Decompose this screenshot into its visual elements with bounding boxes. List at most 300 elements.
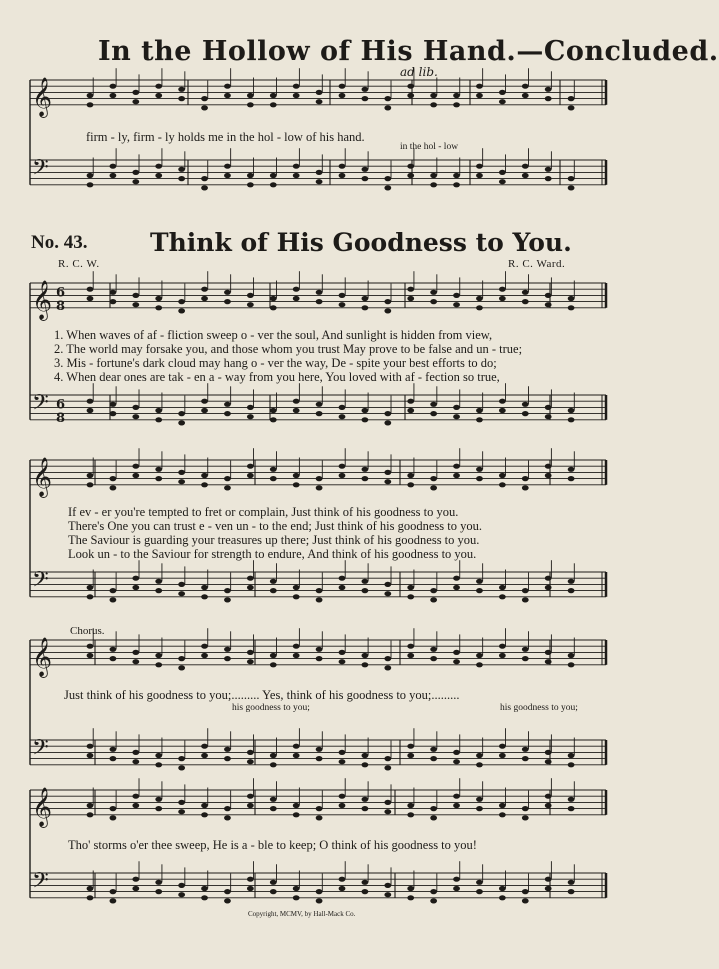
notehead xyxy=(476,417,483,422)
notehead xyxy=(201,96,208,101)
notehead xyxy=(178,176,185,181)
notehead xyxy=(178,470,185,475)
notehead xyxy=(522,806,529,811)
notehead xyxy=(87,753,94,758)
notehead xyxy=(545,886,552,891)
notehead xyxy=(316,898,323,903)
notehead xyxy=(247,759,254,764)
notehead xyxy=(270,880,277,885)
notehead xyxy=(201,594,208,599)
chorus-label: Chorus. xyxy=(70,625,105,637)
notehead xyxy=(476,476,483,481)
notehead xyxy=(87,102,94,107)
notehead xyxy=(545,167,552,172)
notehead xyxy=(384,800,391,805)
notehead xyxy=(499,744,506,749)
notehead xyxy=(522,647,529,652)
notehead xyxy=(568,762,575,767)
notehead xyxy=(453,803,460,808)
notehead xyxy=(293,803,300,808)
notehead xyxy=(270,417,277,422)
notehead xyxy=(224,402,231,407)
notehead xyxy=(316,290,323,295)
notehead xyxy=(430,173,437,178)
notehead xyxy=(270,408,277,413)
notehead xyxy=(87,812,94,817)
notehead xyxy=(132,585,139,590)
notehead xyxy=(362,96,369,101)
notehead xyxy=(362,167,369,172)
notehead xyxy=(201,812,208,817)
notehead xyxy=(522,84,529,89)
notehead xyxy=(293,287,300,292)
notehead xyxy=(499,594,506,599)
notehead xyxy=(339,473,346,478)
notehead xyxy=(499,653,506,658)
notehead xyxy=(87,653,94,658)
notehead xyxy=(155,296,162,301)
notehead xyxy=(407,399,414,404)
notehead xyxy=(132,293,139,298)
notehead xyxy=(132,170,139,175)
notehead xyxy=(568,806,575,811)
notehead xyxy=(270,762,277,767)
notehead xyxy=(407,812,414,817)
notehead xyxy=(499,90,506,95)
treble-clef: 𝄞 xyxy=(32,279,53,320)
notehead xyxy=(430,815,437,820)
notehead xyxy=(110,656,117,661)
notehead xyxy=(339,173,346,178)
notehead xyxy=(362,408,369,413)
notehead xyxy=(453,877,460,882)
treble-clef: 𝄞 xyxy=(32,456,53,497)
notehead xyxy=(476,880,483,885)
notehead xyxy=(453,93,460,98)
treble-clef: 𝄞 xyxy=(32,786,53,827)
notehead xyxy=(110,173,117,178)
notehead xyxy=(132,576,139,581)
notehead xyxy=(407,93,414,98)
notehead xyxy=(430,597,437,602)
notehead xyxy=(201,744,208,749)
notehead xyxy=(247,585,254,590)
notehead xyxy=(430,656,437,661)
notehead xyxy=(316,747,323,752)
notehead xyxy=(545,414,552,419)
notehead xyxy=(110,815,117,820)
notehead xyxy=(178,308,185,313)
notehead xyxy=(545,750,552,755)
notehead xyxy=(178,883,185,888)
notehead xyxy=(430,102,437,107)
notehead xyxy=(568,408,575,413)
notehead xyxy=(476,889,483,894)
notehead xyxy=(316,411,323,416)
notehead xyxy=(224,84,231,89)
notehead xyxy=(568,105,575,110)
notehead xyxy=(293,753,300,758)
notehead xyxy=(293,895,300,900)
notehead xyxy=(224,93,231,98)
notehead xyxy=(476,84,483,89)
notehead xyxy=(224,485,231,490)
notehead xyxy=(316,815,323,820)
concluded-title: In the Hollow of His Hand.—Concluded. xyxy=(98,36,719,67)
notehead xyxy=(132,803,139,808)
notehead xyxy=(545,794,552,799)
notehead xyxy=(430,806,437,811)
notehead xyxy=(407,164,414,169)
time-signature: 8 xyxy=(56,410,66,426)
notehead xyxy=(430,411,437,416)
notehead xyxy=(87,296,94,301)
hymn-title: Think of His Goodness to You. xyxy=(150,228,572,257)
notehead xyxy=(430,485,437,490)
notehead xyxy=(430,290,437,295)
notehead xyxy=(270,806,277,811)
notehead xyxy=(178,167,185,172)
notehead xyxy=(339,164,346,169)
notehead xyxy=(499,585,506,590)
notehead xyxy=(178,582,185,587)
notehead xyxy=(110,898,117,903)
notehead xyxy=(110,647,117,652)
notehead xyxy=(316,597,323,602)
notehead xyxy=(384,665,391,670)
notehead xyxy=(362,579,369,584)
notehead xyxy=(407,473,414,478)
notehead xyxy=(545,293,552,298)
notehead xyxy=(293,812,300,817)
notehead xyxy=(270,653,277,658)
notehead xyxy=(476,305,483,310)
notehead xyxy=(476,296,483,301)
notehead xyxy=(430,898,437,903)
notehead xyxy=(339,886,346,891)
notehead xyxy=(293,585,300,590)
notehead xyxy=(568,588,575,593)
notehead xyxy=(155,806,162,811)
notehead xyxy=(545,803,552,808)
notehead xyxy=(407,886,414,891)
chorus-bass-words-2: his goodness to you; xyxy=(500,703,578,713)
notehead xyxy=(407,84,414,89)
notehead xyxy=(224,164,231,169)
notehead xyxy=(247,886,254,891)
notehead xyxy=(270,753,277,758)
notehead xyxy=(155,797,162,802)
notehead xyxy=(453,659,460,664)
notehead xyxy=(384,883,391,888)
notehead xyxy=(224,647,231,652)
notehead xyxy=(293,594,300,599)
notehead xyxy=(201,296,208,301)
notehead xyxy=(407,408,414,413)
notehead xyxy=(87,803,94,808)
notehead xyxy=(362,753,369,758)
notehead xyxy=(568,653,575,658)
notehead xyxy=(522,299,529,304)
notehead xyxy=(407,173,414,178)
notehead xyxy=(339,659,346,664)
notehead xyxy=(339,877,346,882)
chorus-bass-words-1: his goodness to you; xyxy=(232,703,310,713)
notehead xyxy=(201,753,208,758)
notehead xyxy=(522,889,529,894)
notehead xyxy=(568,305,575,310)
notehead xyxy=(201,287,208,292)
notehead xyxy=(270,102,277,107)
notehead xyxy=(522,485,529,490)
notehead xyxy=(522,747,529,752)
notehead xyxy=(270,467,277,472)
notehead xyxy=(453,464,460,469)
notehead xyxy=(384,765,391,770)
notehead xyxy=(178,665,185,670)
verse-line-1b: If ev - er you're tempted to fret or complain, Just think of his goodness to you. xyxy=(68,505,459,519)
notehead xyxy=(476,762,483,767)
notehead xyxy=(453,173,460,178)
notehead xyxy=(476,653,483,658)
notehead xyxy=(384,420,391,425)
chorus-lyric: Just think of his goodness to you;......... Yes, think of his goodness to you;......... xyxy=(64,688,460,702)
notehead xyxy=(155,467,162,472)
notehead xyxy=(293,653,300,658)
notehead xyxy=(522,597,529,602)
notehead xyxy=(407,895,414,900)
notehead xyxy=(362,889,369,894)
notehead xyxy=(110,806,117,811)
notehead xyxy=(339,84,346,89)
notehead xyxy=(316,476,323,481)
notehead xyxy=(339,93,346,98)
notehead xyxy=(545,650,552,655)
notehead xyxy=(155,476,162,481)
notehead xyxy=(407,653,414,658)
notehead xyxy=(522,290,529,295)
notehead xyxy=(87,473,94,478)
notehead xyxy=(316,485,323,490)
notehead xyxy=(224,290,231,295)
notehead xyxy=(453,576,460,581)
notehead xyxy=(155,753,162,758)
notehead xyxy=(87,173,94,178)
bass-clef: 𝄢 xyxy=(32,567,49,598)
notehead xyxy=(293,408,300,413)
notehead xyxy=(453,759,460,764)
notehead xyxy=(453,102,460,107)
notehead xyxy=(293,744,300,749)
notehead xyxy=(201,408,208,413)
notehead xyxy=(155,588,162,593)
notehead xyxy=(407,296,414,301)
notehead xyxy=(545,87,552,92)
notehead xyxy=(293,644,300,649)
notehead xyxy=(339,576,346,581)
notehead xyxy=(247,803,254,808)
notehead xyxy=(568,96,575,101)
notehead xyxy=(476,753,483,758)
notehead xyxy=(407,585,414,590)
notehead xyxy=(132,414,139,419)
notehead xyxy=(453,302,460,307)
notehead xyxy=(362,87,369,92)
notehead xyxy=(522,402,529,407)
notehead xyxy=(178,96,185,101)
notehead xyxy=(384,656,391,661)
notehead xyxy=(87,182,94,187)
notehead xyxy=(247,102,254,107)
notehead xyxy=(339,405,346,410)
notehead xyxy=(224,815,231,820)
notehead xyxy=(407,287,414,292)
notehead xyxy=(545,405,552,410)
notehead xyxy=(316,647,323,652)
notehead xyxy=(293,482,300,487)
notehead xyxy=(453,405,460,410)
notehead xyxy=(453,750,460,755)
notehead xyxy=(362,797,369,802)
notehead xyxy=(499,753,506,758)
notehead xyxy=(316,588,323,593)
notehead xyxy=(247,659,254,664)
notehead xyxy=(247,877,254,882)
notehead xyxy=(132,405,139,410)
notehead xyxy=(407,803,414,808)
notehead xyxy=(522,476,529,481)
notehead xyxy=(247,750,254,755)
notehead xyxy=(224,889,231,894)
bass-clef: 𝄢 xyxy=(32,868,49,899)
notehead xyxy=(545,877,552,882)
notehead xyxy=(178,756,185,761)
notehead xyxy=(178,656,185,661)
notehead xyxy=(155,762,162,767)
notehead xyxy=(270,296,277,301)
notehead xyxy=(224,656,231,661)
notehead xyxy=(201,644,208,649)
verse-line-1a: 1. When waves of af - fliction sweep o - ver the soul, And sunlight is hidden from view, xyxy=(54,328,493,342)
notehead xyxy=(362,176,369,181)
notehead xyxy=(178,411,185,416)
notehead xyxy=(499,473,506,478)
bass-clef: 𝄢 xyxy=(32,155,49,186)
notehead xyxy=(499,99,506,104)
notehead xyxy=(247,405,254,410)
notehead xyxy=(362,653,369,658)
notehead xyxy=(201,399,208,404)
notehead xyxy=(224,756,231,761)
notehead xyxy=(247,794,254,799)
ad-lib-marking: ad lib. xyxy=(400,65,438,79)
copyright: Copyright, MCMV, by Hall-Mack Co. xyxy=(248,910,356,918)
time-signature: 8 xyxy=(56,298,66,314)
notehead xyxy=(247,293,254,298)
notehead xyxy=(201,803,208,808)
notehead xyxy=(499,408,506,413)
notehead xyxy=(201,176,208,181)
notehead xyxy=(293,164,300,169)
notehead xyxy=(568,579,575,584)
notehead xyxy=(568,753,575,758)
notehead xyxy=(384,411,391,416)
notehead xyxy=(87,886,94,891)
notehead xyxy=(453,414,460,419)
notehead xyxy=(339,794,346,799)
notehead xyxy=(316,179,323,184)
notehead xyxy=(247,650,254,655)
notehead xyxy=(87,399,94,404)
notehead xyxy=(384,96,391,101)
treble-clef: 𝄞 xyxy=(32,636,53,677)
notehead xyxy=(201,482,208,487)
notehead xyxy=(201,185,208,190)
notehead xyxy=(132,302,139,307)
notehead xyxy=(545,585,552,590)
notehead xyxy=(430,588,437,593)
notehead xyxy=(224,173,231,178)
hymn-number: No. 43. xyxy=(31,232,88,253)
notehead xyxy=(155,579,162,584)
notehead xyxy=(201,105,208,110)
time-signature: 6 xyxy=(56,285,66,301)
notehead xyxy=(224,299,231,304)
notehead xyxy=(224,806,231,811)
notehead xyxy=(545,473,552,478)
notehead xyxy=(362,467,369,472)
notehead xyxy=(293,886,300,891)
notehead xyxy=(155,173,162,178)
notehead xyxy=(568,889,575,894)
notehead xyxy=(384,470,391,475)
notehead xyxy=(316,656,323,661)
notehead xyxy=(430,756,437,761)
notehead xyxy=(430,402,437,407)
notehead xyxy=(247,414,254,419)
system1-alto-words: in the hol - low xyxy=(400,142,459,152)
notehead xyxy=(87,644,94,649)
notehead xyxy=(339,650,346,655)
notehead xyxy=(293,296,300,301)
notehead xyxy=(545,176,552,181)
notehead xyxy=(384,591,391,596)
notehead xyxy=(316,170,323,175)
notehead xyxy=(522,656,529,661)
notehead xyxy=(339,293,346,298)
notehead xyxy=(362,417,369,422)
notehead xyxy=(568,662,575,667)
notehead xyxy=(270,579,277,584)
notehead xyxy=(110,164,117,169)
notehead xyxy=(155,417,162,422)
notehead xyxy=(132,794,139,799)
notehead xyxy=(270,662,277,667)
notehead xyxy=(339,585,346,590)
notehead xyxy=(178,591,185,596)
notehead xyxy=(201,886,208,891)
notehead xyxy=(522,164,529,169)
notehead xyxy=(522,93,529,98)
notehead xyxy=(407,744,414,749)
notehead xyxy=(87,585,94,590)
notehead xyxy=(362,880,369,885)
notehead xyxy=(453,794,460,799)
notehead xyxy=(178,479,185,484)
notehead xyxy=(476,806,483,811)
notehead xyxy=(568,185,575,190)
notehead xyxy=(476,93,483,98)
